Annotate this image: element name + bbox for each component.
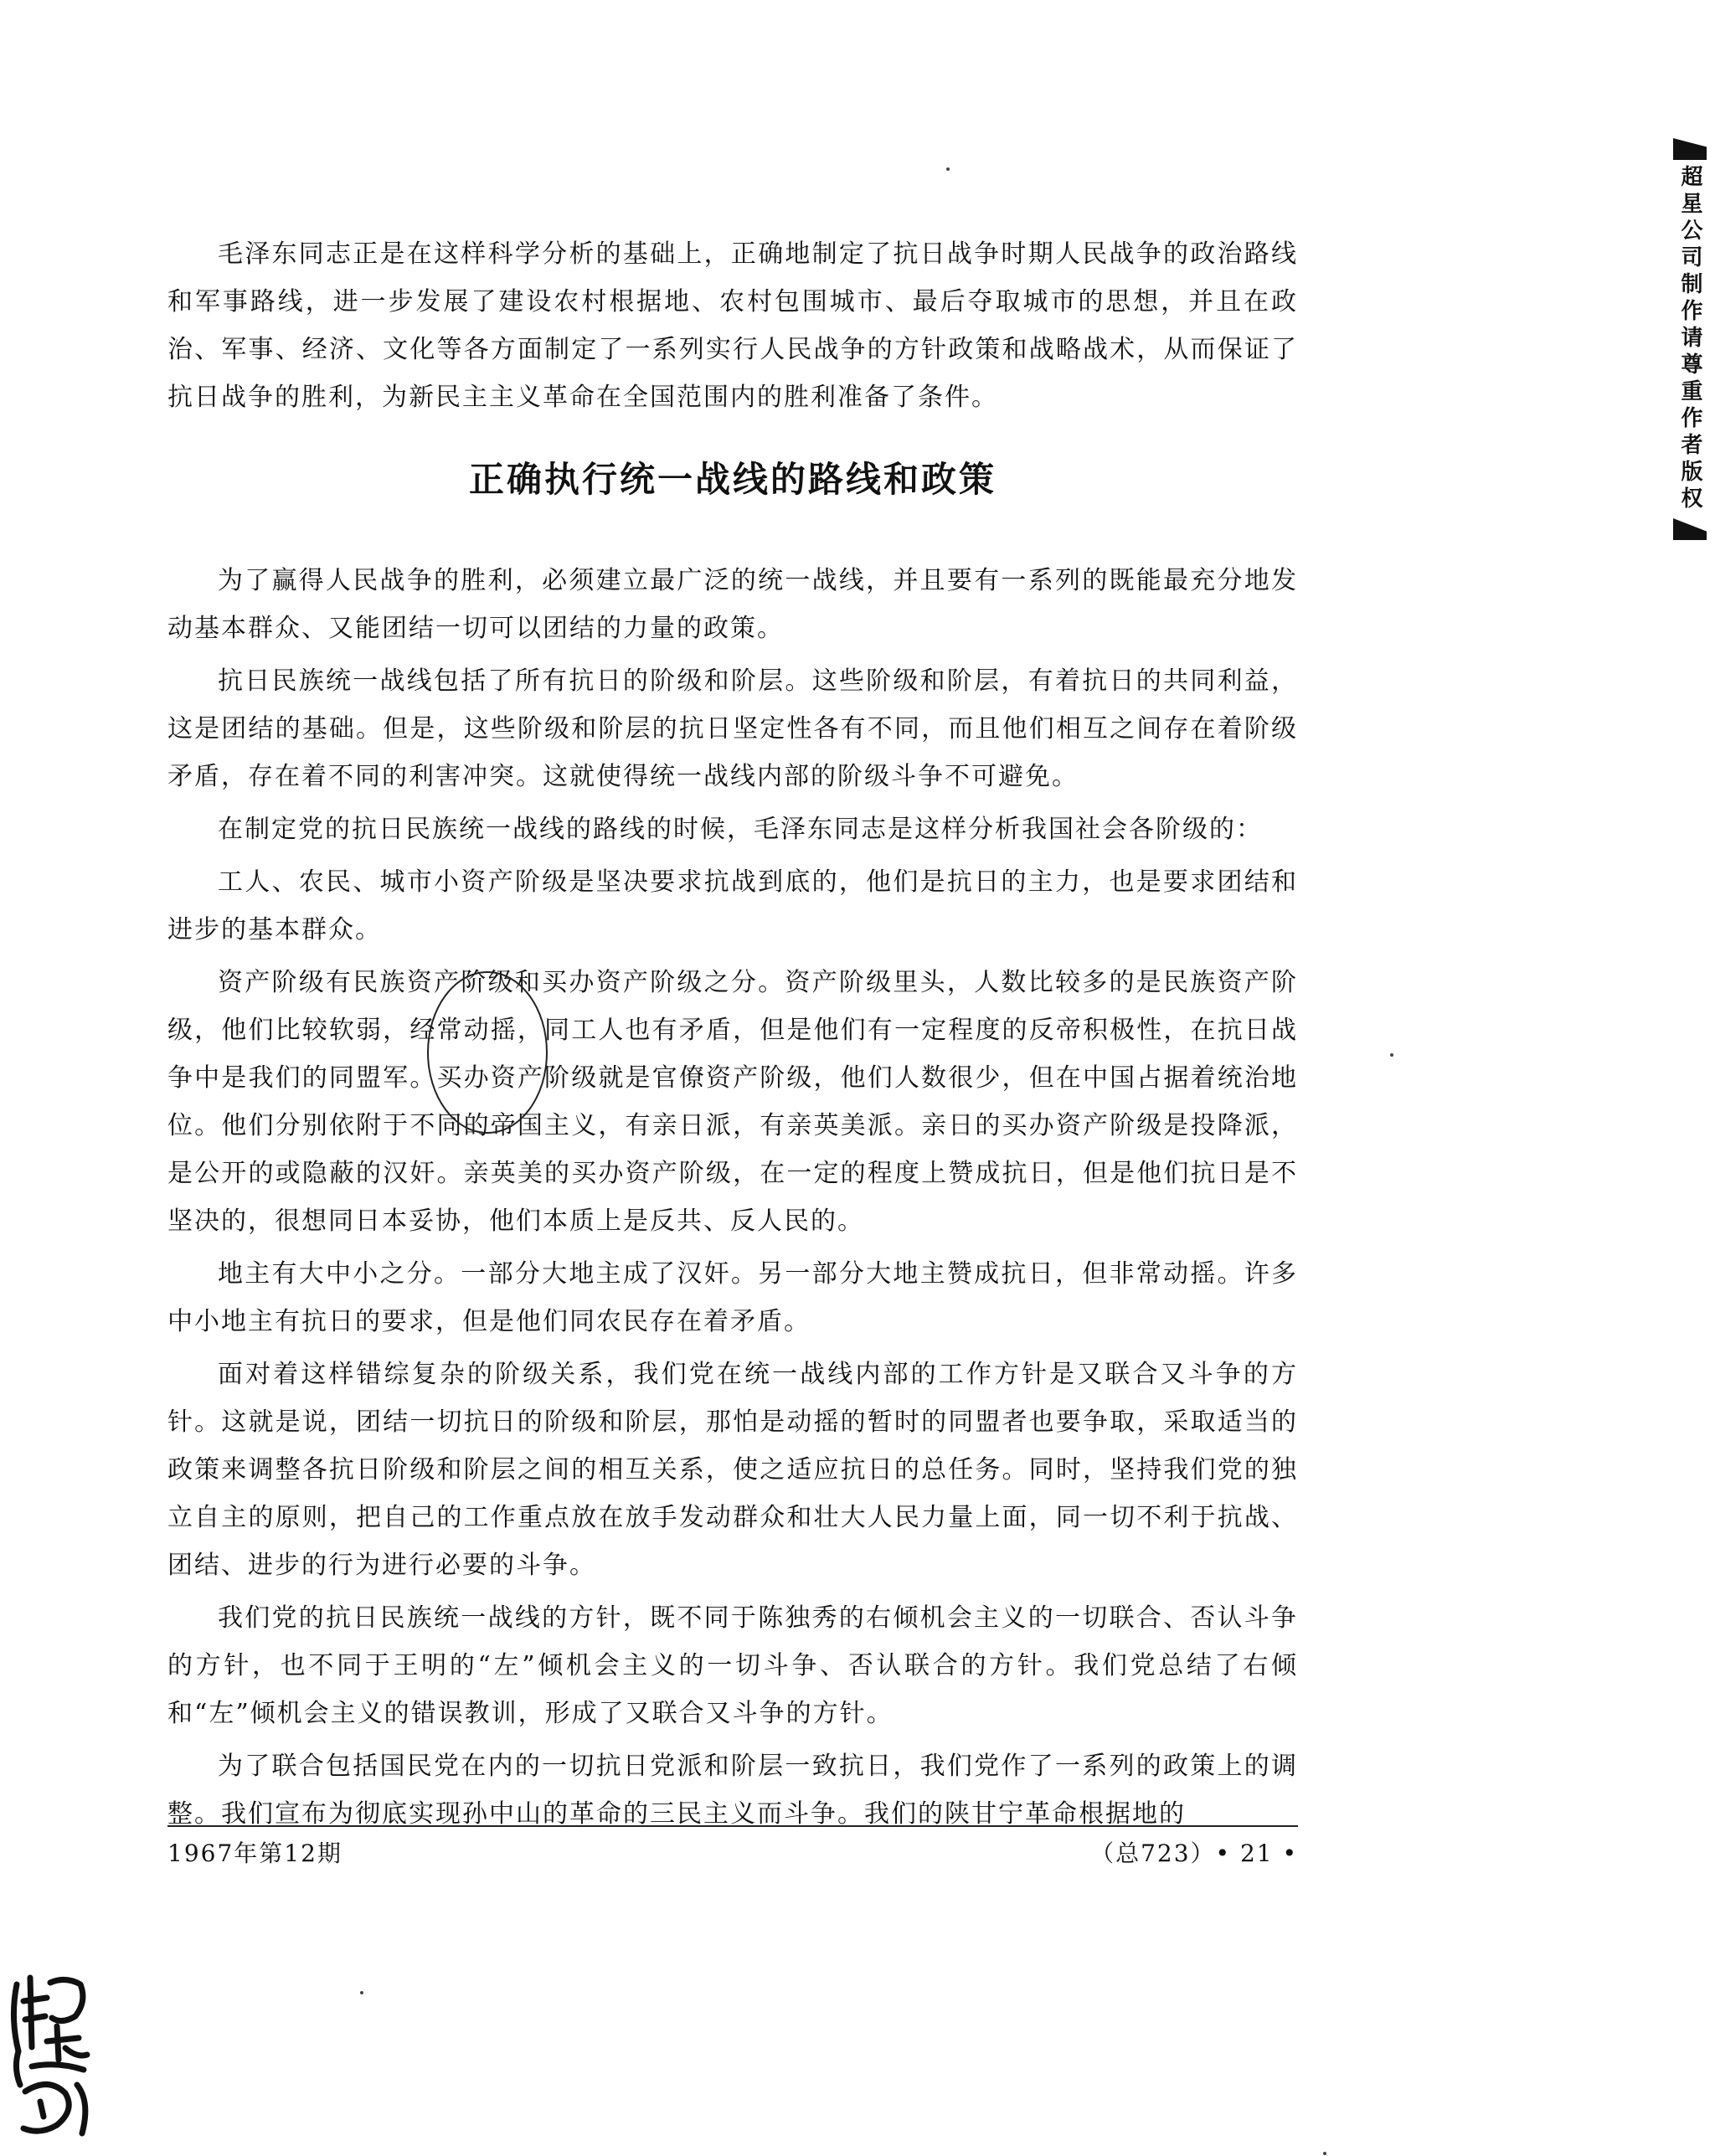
intro-paragraph: 毛泽东同志正是在这样科学分析的基础上，正确地制定了抗日战争时期人民战争的政治路线和军事路线，进一步发展了建设农村根据地、农村包围城市、最后夺取城市的思想，并且在政治、军事、经济、文化等各方面制定了一系列实行人民战争的方针政策和战略战术，从而保证了抗日战争的胜利，为新民主主义革命在全国范围内的胜利准备了条件。 (167, 239, 1298, 412)
paragraph: 地主有大中小之分。一部分大地主成了汉奸。另一部分大地主赞成抗日，但非常动摇。许多中小地主有抗日的要求，但是他们同农民存在着矛盾。 (167, 1259, 1298, 1336)
scan-speck (360, 1991, 363, 1994)
copyright-watermark (1670, 138, 1710, 540)
watermark-text: 超星公司制作请尊重作者版权 (1677, 165, 1702, 513)
paragraph: 在制定党的抗日民族统一战线的路线的时候，毛泽东同志是这样分析我国社会各阶级的： (218, 815, 1263, 844)
scan-speck (1390, 1053, 1393, 1057)
page-number: （总723）• 21 • (1090, 1840, 1298, 1867)
scan-speck (946, 167, 950, 171)
page-footer (167, 1835, 1298, 1869)
section-title: 正确执行统一战线的路线和政策 (468, 459, 997, 500)
footer-divider (167, 1825, 1298, 1827)
paragraph: 资产阶级有民族资产阶级和买办资产阶级之分。资产阶级里头，人数比较多的是民族资产阶级，他们比较软弱，经常动摇，同工人也有矛盾，但是他们有一定程度的反帝积极性，在抗日战争中是我们的同盟军。买办资产阶级就是官僚资产阶级，他们人数很少，但在中国占据着统治地位。他们分别依附于不同的帝国主义，有亲日派，有亲英美派。亲日的买办资产阶级是投降派，是公开的或隐蔽的汉奸。亲英美的买办资产阶级，在一定的程度上赞成抗日，但是他们抗日是不坚决的，很想同日本妥协，他们本质上是反共、反人民的。 (167, 968, 1298, 1236)
scan-speck (1323, 2152, 1326, 2155)
intro-text-block (167, 230, 1298, 421)
scan-ring-mark (427, 971, 548, 1134)
watermark-bar-top (1673, 138, 1707, 160)
seal-stamp-icon (7, 1968, 99, 2143)
watermark-bar-bottom (1673, 518, 1707, 540)
issue-label: 1967年第12期 (167, 1840, 342, 1867)
paragraph: 为了联合包括国民党在内的一切抗日党派和阶层一致抗日，我们党作了一系列的政策上的调整。我们宣布为彻底实现孙中山的革命的三民主义而斗争。我们的陕甘宁革命根据地的 (167, 1752, 1298, 1829)
paragraph: 我们党的抗日民族统一战线的方针，既不同于陈独秀的右倾机会主义的一切联合、否认斗争的方针，也不同于王明的“左”倾机会主义的一切斗争、否认联合的方针。我们党总结了右倾和“左”倾机会主义的错误教训，形成了又联合又斗争的方针。 (167, 1603, 1298, 1728)
paragraph: 为了赢得人民战争的胜利，必须建立最广泛的统一战线，并且要有一系列的既能最充分地发动基本群众、又能团结一切可以团结的力量的政策。 (167, 566, 1298, 643)
paragraph: 面对着这样错综复杂的阶级关系，我们党在统一战线内部的工作方针是又联合又斗争的方针。这就是说，团结一切抗日的阶级和阶层，那怕是动摇的暂时的同盟者也要争取，采取适当的政策来调整各抗日阶级和阶层之间的相互关系，使之适应抗日的总任务。同时，坚持我们党的独立自主的原则，把自己的工作重点放在放手发动群众和壮大人民力量上面，同一切不利于抗战、团结、进步的行为进行必要的斗争。 (167, 1360, 1298, 1580)
body-text-block (167, 557, 1298, 1843)
paragraph: 抗日民族统一战线包括了所有抗日的阶级和阶层。这些阶级和阶层，有着抗日的共同利益，这是团结的基础。但是，这些阶级和阶层的抗日坚定性各有不同，而且他们相互之间存在着阶级矛盾，存在着不同的利害冲突。这就使得统一战线内部的阶级斗争不可避免。 (167, 666, 1298, 791)
paragraph: 工人、农民、城市小资产阶级是坚决要求抗战到底的，他们是抗日的主力，也是要求团结和进步的基本群众。 (167, 867, 1298, 944)
